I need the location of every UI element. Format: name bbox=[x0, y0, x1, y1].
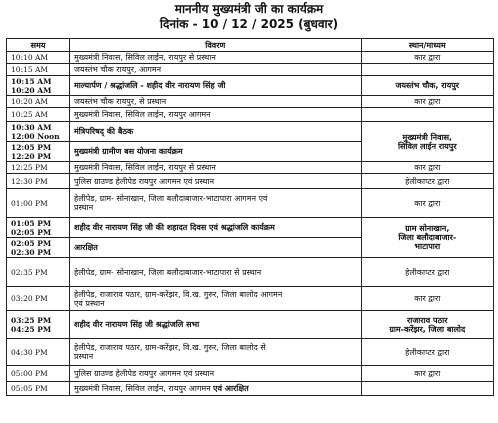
location-cell: कार द्वारा bbox=[361, 96, 493, 108]
location-cell: कार द्वारा bbox=[361, 52, 493, 64]
table-row bbox=[7, 64, 494, 76]
table-row bbox=[7, 52, 494, 64]
details-cell: शहीद वीर नारायण सिंह जी श्रद्धांजलि सभा bbox=[70, 311, 362, 339]
time-end: 12:20 PM bbox=[11, 151, 52, 161]
table-row bbox=[7, 218, 494, 238]
location-line: राजाराव पठार bbox=[407, 315, 448, 325]
table-row bbox=[7, 339, 494, 366]
location-cell bbox=[361, 108, 493, 122]
location-cell bbox=[361, 382, 493, 396]
time-cell: 12:30 PM bbox=[7, 174, 70, 189]
details-line: एवं प्रस्थान bbox=[74, 298, 105, 308]
details-line: हेलीपेड, राजाराव पठार, ग्राम-करेंझर, वि.ख. गुरुर, जिला बालोद आगमन bbox=[74, 289, 283, 299]
location-line: भाटापारा bbox=[414, 242, 441, 251]
table-row bbox=[7, 162, 494, 174]
time-cell: 01:00 PM bbox=[7, 189, 70, 218]
details-cell: जयस्तंभ चौक रायपुर, आगमन bbox=[70, 64, 362, 76]
location-cell: कार द्वारा bbox=[361, 366, 493, 382]
location-cell bbox=[361, 311, 493, 339]
time-cell: 05:00 PM bbox=[7, 366, 70, 382]
location-cell: हेलीकाप्टर द्वारा bbox=[361, 339, 493, 366]
details-cell: मुख्यमंत्री निवास, सिविल लाईन, रायपुर आगमन bbox=[70, 108, 362, 122]
details-line: प्रस्थान bbox=[74, 352, 94, 361]
details-cell: मुख्यमंत्री ग्रामीण बस योजना कार्यक्रम bbox=[70, 142, 362, 162]
table-row bbox=[7, 189, 494, 218]
location-cell: हेलीकाप्टर द्वारा bbox=[361, 174, 493, 189]
time-cell bbox=[7, 142, 70, 162]
details-cell bbox=[70, 287, 362, 311]
table-row bbox=[7, 258, 494, 287]
column-header-time: समय bbox=[7, 39, 70, 52]
time-cell bbox=[7, 311, 70, 339]
time-cell: 10:10 AM bbox=[7, 52, 70, 64]
details-cell bbox=[70, 339, 362, 366]
table-header-row bbox=[7, 39, 494, 52]
details-cell: शहीद वीर नारायण सिंह जी की शहादत दिवस एवं श्रद्धांजलि कार्यक्रम bbox=[70, 218, 362, 238]
details-cell bbox=[70, 189, 362, 218]
table-row bbox=[7, 287, 494, 311]
details-cell: मंत्रिपरिषद् की बैठक bbox=[70, 122, 362, 142]
location-line: ग्राम-करेंझर, जिला बालोद bbox=[389, 324, 466, 334]
details-cell: मुख्यमंत्री निवास, सिविल लाईन, रायपुर से प्रस्थान bbox=[70, 162, 362, 174]
details-cell: माल्यार्पण / श्रद्धांजलि - शहीद वीर नारायण सिंह जी bbox=[70, 76, 362, 96]
table-row bbox=[7, 174, 494, 189]
time-cell: 02:35 PM bbox=[7, 258, 70, 287]
table-row bbox=[7, 382, 494, 396]
details-cell: मुख्यमंत्री निवास, सिविल लाईन, रायपुर से प्रस्थान bbox=[70, 52, 362, 64]
location-cell: कार द्वारा bbox=[361, 189, 493, 218]
table-row bbox=[7, 96, 494, 108]
time-cell bbox=[7, 76, 70, 96]
date-line: दिनांक - 10 / 12 / 2025 (बुधवार) bbox=[159, 17, 339, 31]
time-cell: 03:20 PM bbox=[7, 287, 70, 311]
details-cell bbox=[70, 382, 362, 396]
table-row bbox=[7, 122, 494, 142]
details-line: हेलीपेड, ग्राम- सोनाखान, जिला बलौदाबाजार-भाटापारा आगमन एवं bbox=[74, 194, 268, 203]
time-end: 12:00 Noon bbox=[11, 131, 60, 141]
location-cell bbox=[361, 64, 493, 76]
time-cell bbox=[7, 218, 70, 238]
details-cell: आरक्षित bbox=[70, 238, 362, 258]
time-cell bbox=[7, 238, 70, 258]
details-text: मुख्यमंत्री निवास, सिविल लाईन, रायपुर आगमन bbox=[74, 384, 211, 393]
location-cell: जयस्तंभ चौक, रायपुर bbox=[361, 76, 493, 96]
location-cell: कार द्वारा bbox=[361, 287, 493, 311]
time-end: 04:25 PM bbox=[11, 324, 52, 334]
details-bold-text: एवं आरक्षित bbox=[213, 384, 249, 393]
location-line: सिविल लाईन रायपुर bbox=[397, 141, 457, 151]
time-cell: 04:30 PM bbox=[7, 339, 70, 366]
location-line: जिला बलौदाबाजार- bbox=[398, 233, 457, 242]
details-cell: जयस्तंभ चौक रायपुर, से प्रस्थान bbox=[70, 96, 362, 108]
time-end: 02:30 PM bbox=[11, 247, 52, 257]
time-end: 02:05 PM bbox=[11, 227, 52, 237]
table-row bbox=[7, 366, 494, 382]
time-start: 02:05 PM bbox=[11, 238, 52, 248]
time-start: 12:05 PM bbox=[11, 142, 52, 152]
schedule-table bbox=[6, 38, 494, 396]
time-end: 10:20 AM bbox=[11, 85, 52, 95]
time-cell: 10:25 AM bbox=[7, 108, 70, 122]
time-cell: 10:15 AM bbox=[7, 64, 70, 76]
location-cell: हेलीकाप्टर द्वारा bbox=[361, 258, 493, 287]
location-line: ग्राम सोनाखान, bbox=[405, 224, 450, 233]
page-title: माननीय मुख्यमंत्री जी का कार्यक्रम bbox=[174, 2, 324, 16]
details-line: प्रस्थान bbox=[74, 203, 94, 212]
table-row bbox=[7, 311, 494, 339]
table-row bbox=[7, 76, 494, 96]
time-start: 01:05 PM bbox=[11, 218, 52, 228]
time-start: 03:25 PM bbox=[11, 315, 52, 325]
column-header-location: स्थान/माध्यम bbox=[361, 39, 493, 52]
time-start: 10:15 AM bbox=[11, 76, 52, 86]
details-cell: हेलीपेड, ग्राम- सोनाखान, जिला बलौदाबाजार-भाटापारा से प्रस्थान bbox=[70, 258, 362, 287]
details-cell: पुलिस ग्राउण्ड हेलीपेड रायपुर आगमन एवं प्रस्थान bbox=[70, 366, 362, 382]
details-cell: पुलिस ग्राउण्ड हेलीपेड रायपुर आगमन एवं प्रस्थान bbox=[70, 174, 362, 189]
location-cell: कार द्वारा bbox=[361, 162, 493, 174]
time-cell: 10:20 AM bbox=[7, 96, 70, 108]
table-row bbox=[7, 108, 494, 122]
details-line: हेलीपेड, राजाराव पठार, ग्राम-करेंझर, वि.ख. गुरुर, जिला बालोद से bbox=[74, 343, 266, 352]
location-cell bbox=[361, 122, 493, 162]
location-line: मुख्यमंत्री निवास, bbox=[402, 132, 453, 142]
time-cell: 05:05 PM bbox=[7, 382, 70, 396]
time-cell bbox=[7, 122, 70, 142]
time-cell: 12:25 PM bbox=[7, 162, 70, 174]
column-header-details: विवरण bbox=[70, 39, 362, 52]
location-cell bbox=[361, 218, 493, 258]
time-start: 10:30 AM bbox=[11, 122, 52, 132]
